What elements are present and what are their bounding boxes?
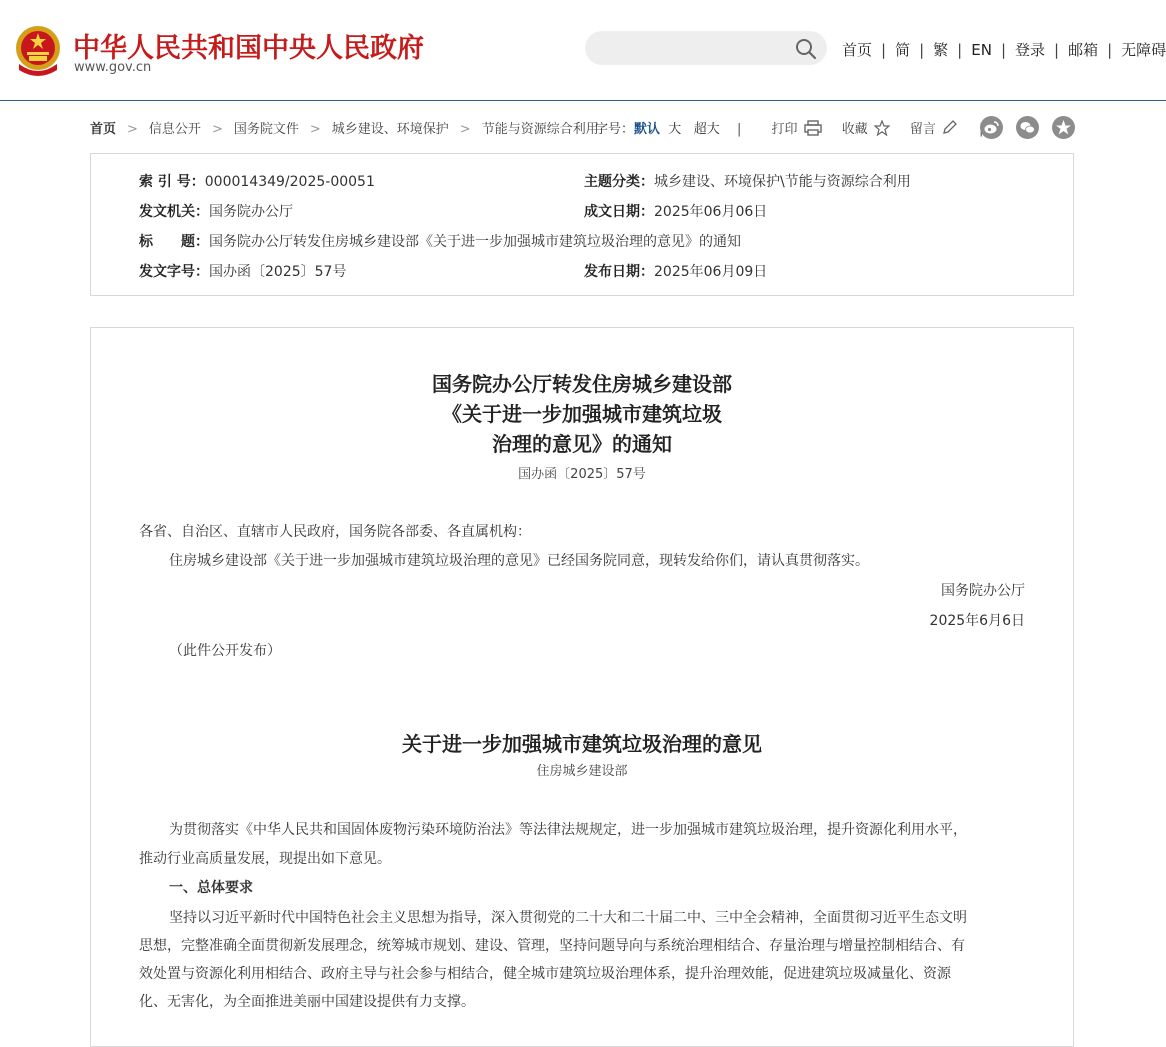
nav-mail[interactable]: 邮箱 xyxy=(1068,41,1099,59)
nav-separator: | xyxy=(1054,41,1060,59)
comment-label: 留言 xyxy=(909,122,936,137)
document-metadata xyxy=(90,153,1074,296)
site-url[interactable]: www.gov.cn xyxy=(74,60,152,75)
paragraph: 推动行业高质量发展，现提出如下意见。 xyxy=(139,851,391,867)
meta-docno xyxy=(139,261,346,281)
breadcrumb-home[interactable]: 首页 xyxy=(90,122,117,137)
article-title-line1: 国务院办公厅转发住房城乡建设部 xyxy=(432,372,732,396)
star-icon xyxy=(874,120,890,136)
nav-login[interactable]: 登录 xyxy=(1015,41,1046,59)
wechat-share-icon[interactable] xyxy=(1016,116,1039,139)
paragraph: 思想，完整准确全面贯彻新发展理念，统筹城市规划、建设、管理，坚持问题导向与系统治理相结合、存量治理与增量控制相结合、有 xyxy=(139,938,965,954)
weibo-icon xyxy=(980,116,1003,139)
nav-separator: | xyxy=(881,41,887,59)
print-label: 打印 xyxy=(771,122,798,137)
breadcrumb-state-council-docs[interactable]: 国务院文件 xyxy=(233,122,299,137)
weibo-share-icon[interactable] xyxy=(980,116,1003,139)
nav-separator: | xyxy=(1000,41,1006,59)
nav-traditional[interactable]: 繁 xyxy=(933,41,949,59)
meta-index-value: 000014349/2025-00051 xyxy=(204,174,375,190)
meta-pubdate-label: 发布日期： xyxy=(584,264,654,280)
site-title[interactable]: 中华人民共和国中央人民政府 xyxy=(73,33,424,64)
section-heading: 一、总体要求 xyxy=(169,880,253,896)
breadcrumb-info-public[interactable]: 信息公开 xyxy=(148,122,201,137)
opinion-title: 关于进一步加强城市建筑垃圾治理的意见 xyxy=(402,732,762,756)
meta-issuer-value: 国务院办公厅 xyxy=(209,204,293,220)
chevron-right-icon: > xyxy=(127,122,138,137)
qzone-star-icon xyxy=(1052,116,1075,139)
paragraph: 坚持以习近平新时代中国特色社会主义思想为指导，深入贯彻党的二十大和二十届二中、三中全会精神，全面贯彻习近平生态文明 xyxy=(169,910,967,926)
print-button[interactable] xyxy=(772,118,822,137)
chevron-right-icon: > xyxy=(211,122,223,137)
qzone-share-icon[interactable] xyxy=(1052,116,1075,139)
favorite-button[interactable] xyxy=(842,118,890,137)
article-title-line3: 治理的意见》的通知 xyxy=(492,432,672,456)
chevron-right-icon: > xyxy=(309,122,321,137)
meta-pubdate-value: 2025年06月09日 xyxy=(654,264,768,280)
paragraph: 化、无害化，为全面推进美丽中国建设提供有力支撑。 xyxy=(139,994,475,1010)
meta-date-value: 2025年06月06日 xyxy=(654,204,768,220)
printer-icon xyxy=(804,120,822,136)
nav-home[interactable]: 首页 xyxy=(842,41,873,59)
meta-title-value: 国务院办公厅转发住房城乡建设部《关于进一步加强城市建筑垃圾治理的意见》的通知 xyxy=(209,234,741,250)
favorite-label: 收藏 xyxy=(841,122,868,137)
article-title-line2: 《关于进一步加强城市建筑垃圾 xyxy=(442,402,722,426)
font-size-switch xyxy=(595,118,720,137)
opinion-org: 住房城乡建设部 xyxy=(536,764,628,779)
public-note: （此件公开发布） xyxy=(169,643,281,659)
font-size-label: 字号： xyxy=(595,122,635,137)
meta-docno-value: 国办函〔2025〕57号 xyxy=(209,264,347,280)
font-size-large[interactable]: 大 xyxy=(668,122,682,137)
breadcrumb xyxy=(90,118,599,137)
breadcrumb-energy[interactable]: 节能与资源综合利用 xyxy=(481,122,599,137)
font-size-xlarge[interactable]: 超大 xyxy=(693,122,720,137)
nav-separator: | xyxy=(957,41,963,59)
meta-title xyxy=(139,231,741,251)
meta-date-label: 成文日期： xyxy=(584,204,654,220)
search-icon[interactable] xyxy=(795,38,817,60)
article-body xyxy=(90,327,1074,1047)
comment-button[interactable] xyxy=(910,118,957,137)
meta-topic-value: 城乡建设、环境保护\节能与资源综合利用 xyxy=(654,174,911,190)
nav-simplified[interactable]: 简 xyxy=(895,41,911,59)
top-nav xyxy=(842,39,1166,60)
font-size-default[interactable]: 默认 xyxy=(634,122,661,137)
salutation: 各省、自治区、直辖市人民政府，国务院各部委、各直属机构： xyxy=(139,524,531,540)
paragraph: 效处置与资源化利用相结合、政府主导与社会参与相结合，健全城市建筑垃圾治理体系，提升治理效能，促进建筑垃圾减量化、资源 xyxy=(139,966,951,982)
nav-separator: | xyxy=(1107,41,1113,59)
nav-separator: | xyxy=(919,41,925,59)
national-emblem-icon[interactable] xyxy=(13,24,63,76)
nav-english[interactable]: EN xyxy=(971,41,992,59)
breadcrumb-urban-env[interactable]: 城乡建设、环境保护 xyxy=(331,122,449,137)
meta-index-label: 索 引 号： xyxy=(139,174,205,190)
sign-date: 2025年6月6日 xyxy=(929,613,1025,629)
wechat-icon xyxy=(1016,116,1039,139)
site-header xyxy=(0,0,1166,101)
meta-topic xyxy=(584,171,911,191)
search-box[interactable] xyxy=(585,31,827,65)
paragraph: 住房城乡建设部《关于进一步加强城市建筑垃圾治理的意见》已经国务院同意，现转发给你们，请认真贯彻落实。 xyxy=(169,553,869,569)
meta-docno-label: 发文字号： xyxy=(139,264,209,280)
article-tools xyxy=(737,118,983,137)
meta-title-label: 标 题： xyxy=(139,234,209,250)
meta-topic-label: 主题分类： xyxy=(584,174,654,190)
paragraph: 为贯彻落实《中华人民共和国固体废物污染环境防治法》等法律法规规定，进一步加强城市建筑垃圾治理，提升资源化利用水平， xyxy=(169,822,967,838)
meta-issuer-label: 发文机关： xyxy=(139,204,209,220)
meta-date xyxy=(584,201,767,221)
article-doc-number: 国办函〔2025〕57号 xyxy=(518,467,646,482)
chevron-right-icon: > xyxy=(459,122,471,137)
tools-divider: | xyxy=(737,122,742,137)
pencil-icon xyxy=(942,120,957,135)
nav-accessibility[interactable]: 无障碍 xyxy=(1121,41,1166,59)
meta-pubdate xyxy=(584,261,767,281)
meta-index xyxy=(139,171,375,191)
search-input[interactable] xyxy=(599,37,783,61)
signer: 国务院办公厅 xyxy=(941,583,1025,599)
meta-issuer xyxy=(139,201,293,221)
